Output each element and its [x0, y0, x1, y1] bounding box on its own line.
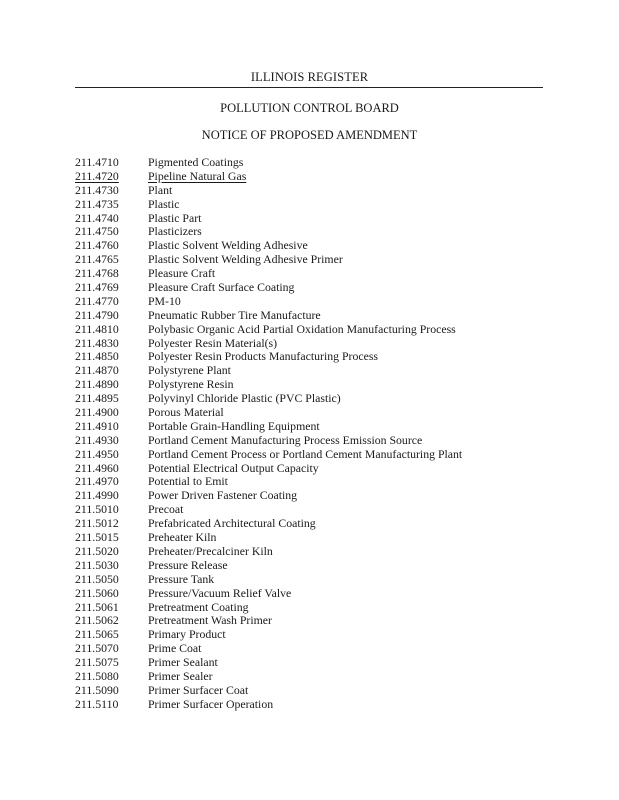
section-term: Plasticizers [148, 224, 202, 239]
section-list [75, 156, 555, 712]
section-term: Pleasure Craft Surface Coating [148, 280, 295, 295]
section-term: Prefabricated Architectural Coating [148, 516, 316, 531]
section-row [75, 295, 555, 309]
section-number: 211.5110 [75, 696, 119, 711]
section-term: Pigmented Coatings [148, 155, 244, 169]
section-row [75, 392, 555, 406]
section-term: Primer Sealant [148, 655, 218, 670]
section-row [75, 587, 555, 601]
section-term: Primary Product [148, 627, 226, 642]
section-number: 211.4770 [75, 293, 119, 308]
section-number: 211.5012 [75, 516, 119, 531]
section-row [75, 170, 555, 184]
section-term: Porous Material [148, 405, 224, 420]
section-row [75, 489, 555, 503]
section-row [75, 281, 555, 295]
section-row [75, 628, 555, 642]
section-number: 211.4769 [75, 280, 119, 295]
section-row [75, 350, 555, 364]
section-row [75, 517, 555, 531]
section-number: 211.5030 [75, 557, 119, 572]
section-term: Polyvinyl Chloride Plastic (PVC Plastic) [148, 391, 341, 406]
section-number: 211.4750 [75, 224, 119, 239]
section-term: PM-10 [148, 293, 181, 308]
section-row [75, 614, 555, 628]
section-row [75, 434, 555, 448]
section-row [75, 448, 555, 462]
section-term: Polystyrene Resin [148, 377, 234, 392]
section-row [75, 253, 555, 267]
header-divider [75, 87, 543, 88]
section-row [75, 559, 555, 573]
section-number: 211.4890 [75, 377, 119, 392]
section-number: 211.5090 [75, 682, 119, 697]
section-number: 211.4810 [75, 321, 119, 336]
section-term: Precoat [148, 502, 184, 517]
section-term: Pressure/Vacuum Relief Valve [148, 585, 292, 600]
section-row [75, 462, 555, 476]
section-row [75, 545, 555, 559]
section-number: 211.4910 [75, 418, 119, 433]
section-number: 211.5010 [75, 502, 119, 517]
section-term: Pressure Release [148, 557, 228, 572]
section-number: 211.5080 [75, 668, 119, 683]
section-number: 211.4950 [75, 446, 119, 461]
section-term: Plastic Solvent Welding Adhesive [148, 238, 308, 253]
section-term: Pretreatment Wash Primer [148, 613, 272, 628]
section-row [75, 364, 555, 378]
section-term: Pneumatic Rubber Tire Manufacture [148, 307, 321, 322]
section-term: Prime Coat [148, 641, 202, 656]
section-number: 211.4970 [75, 474, 119, 489]
section-term: Potential to Emit [148, 474, 228, 489]
section-row [75, 601, 555, 615]
section-row [75, 656, 555, 670]
section-number: 211.4730 [75, 182, 119, 197]
section-row [75, 573, 555, 587]
section-row [75, 212, 555, 226]
section-term: Preheater/Precalciner Kiln [148, 543, 273, 558]
section-row [75, 503, 555, 517]
section-number: 211.4735 [75, 196, 119, 211]
section-number: 211.4760 [75, 238, 119, 253]
section-term: Preheater Kiln [148, 530, 217, 545]
section-term: Polystyrene Plant [148, 363, 231, 378]
section-number: 211.5050 [75, 571, 119, 586]
register-title: ILLINOIS REGISTER [250, 70, 369, 84]
section-number: 211.4990 [75, 488, 119, 503]
section-row [75, 156, 555, 170]
section-term: Plastic Solvent Welding Adhesive Primer [148, 252, 343, 267]
section-number: 211.4830 [75, 335, 119, 350]
section-term: Pressure Tank [148, 571, 215, 586]
section-row [75, 225, 555, 239]
section-term: Primer Sealer [148, 668, 213, 683]
section-number: 211.4895 [75, 391, 119, 406]
section-number: 211.5061 [75, 599, 119, 614]
section-term: Portland Cement Process or Portland Cement Manufacturing Plant [148, 446, 463, 461]
section-number: 211.4850 [75, 349, 119, 364]
section-term: Polyester Resin Products Manufacturing Process [148, 349, 379, 364]
notice-title: NOTICE OF PROPOSED AMENDMENT [201, 128, 418, 142]
section-row [75, 406, 555, 420]
section-number: 211.4740 [75, 210, 119, 225]
section-row [75, 698, 555, 712]
section-term: Pretreatment Coating [148, 599, 249, 614]
section-number: 211.4720 [75, 168, 119, 183]
section-term: Power Driven Fastener Coating [148, 488, 298, 503]
section-row [75, 684, 555, 698]
section-row [75, 670, 555, 684]
section-term: Primer Surfacer Operation [148, 696, 274, 711]
section-number: 211.5015 [75, 530, 119, 545]
section-number: 211.5065 [75, 627, 119, 642]
section-term: Polyester Resin Material(s) [148, 335, 278, 350]
section-term: Pipeline Natural Gas [148, 168, 247, 183]
section-term: Portable Grain-Handling Equipment [148, 418, 320, 433]
section-term: Plastic [148, 196, 180, 211]
section-row [75, 239, 555, 253]
section-row [75, 184, 555, 198]
board-title: POLLUTION CONTROL BOARD [220, 101, 399, 115]
section-number: 211.4710 [75, 155, 119, 169]
section-term: Plastic Part [148, 210, 202, 225]
section-row [75, 309, 555, 323]
section-term: Primer Surfacer Coat [148, 682, 249, 697]
section-row [75, 198, 555, 212]
section-number: 211.4900 [75, 405, 119, 420]
section-number: 211.4765 [75, 252, 119, 267]
section-row [75, 531, 555, 545]
section-term: Potential Electrical Output Capacity [148, 460, 319, 475]
section-number: 211.4768 [75, 266, 119, 281]
section-number: 211.4960 [75, 460, 119, 475]
section-number: 211.5020 [75, 543, 119, 558]
section-term: Portland Cement Manufacturing Process Emission Source [148, 432, 423, 447]
section-term: Pleasure Craft [148, 266, 216, 281]
section-row [75, 475, 555, 489]
section-number: 211.4930 [75, 432, 119, 447]
section-row [75, 337, 555, 351]
section-row [75, 420, 555, 434]
section-number: 211.5075 [75, 655, 119, 670]
section-row [75, 378, 555, 392]
section-number: 211.4790 [75, 307, 119, 322]
section-number: 211.5062 [75, 613, 119, 628]
section-number: 211.5070 [75, 641, 119, 656]
section-row [75, 323, 555, 337]
section-row [75, 267, 555, 281]
section-term: Plant [148, 182, 173, 197]
section-row [75, 642, 555, 656]
section-term: Polybasic Organic Acid Partial Oxidation Manufacturing Process [148, 321, 456, 336]
section-number: 211.5060 [75, 585, 119, 600]
section-number: 211.4870 [75, 363, 119, 378]
